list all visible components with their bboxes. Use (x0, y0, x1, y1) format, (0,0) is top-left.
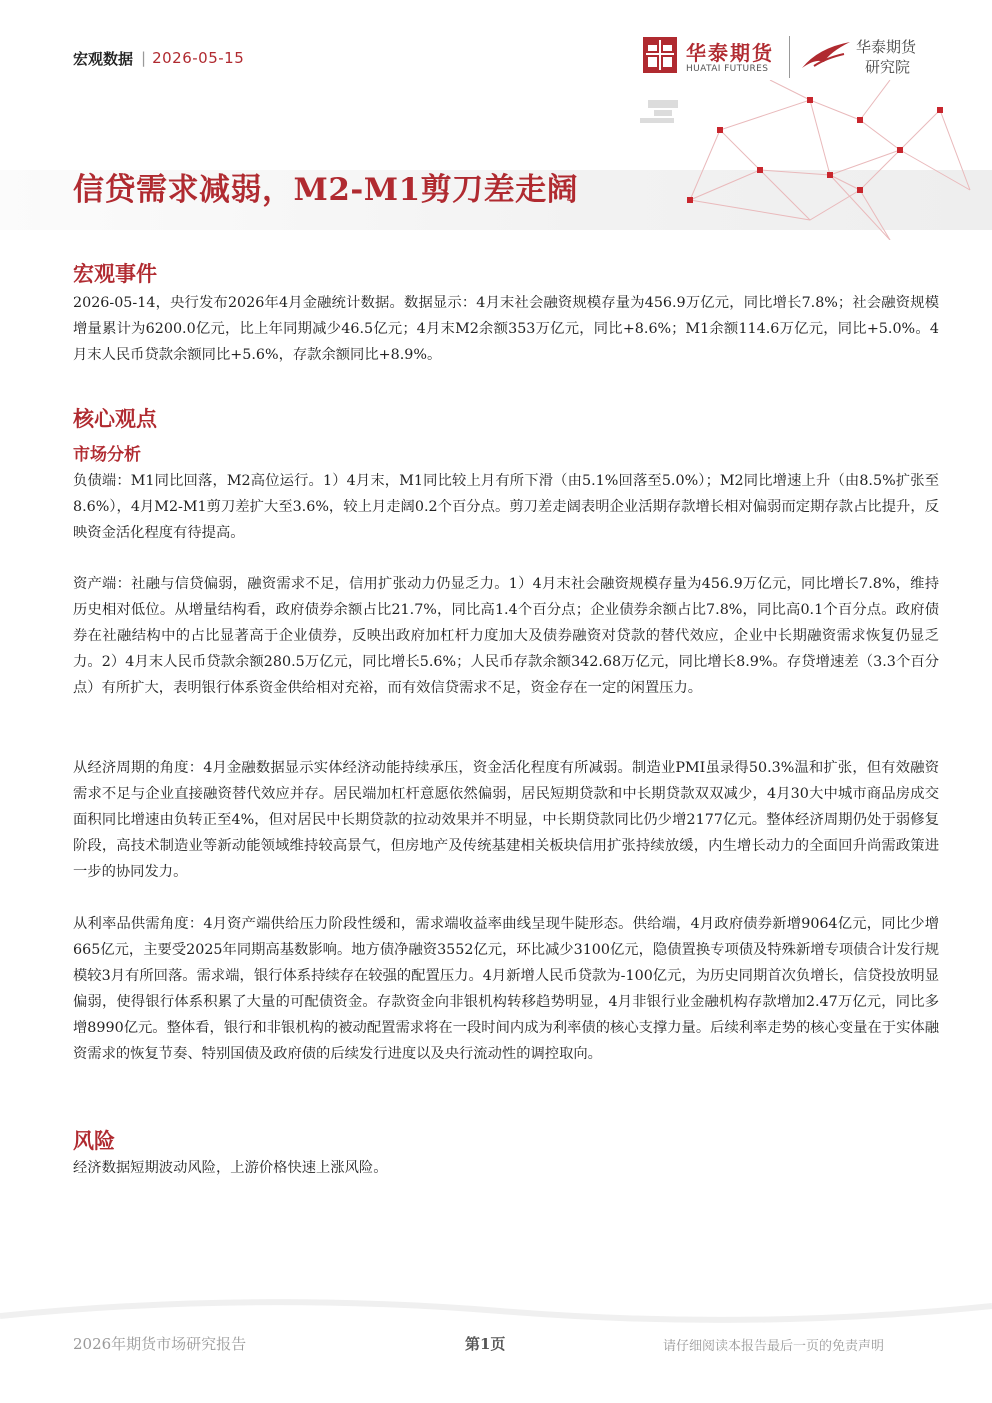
paragraph-liability-side: 负债端：M1同比回落，M2高位运行。1）4月末，M1同比较上月有所下滑（由5.1%回落至5.0%）；M2同比增速上升（由8.5%扩张至8.6%），4月M2-M1剪刀差扩大至3.6%，较上月走阔0.2个百分点。剪刀差走阔表明企业活期存款增长相对偏弱而定期存款占比提升，反映资金活化程度有待提高。 (73, 473, 939, 541)
page-number: 第1页 (465, 1335, 506, 1353)
macro-event-text: 2026-05-14，央行发布2026年4月金融统计数据。数据显示：4月末社会融资规模存量为456.9万亿元，同比增长7.8%；社会融资规模增量累计为6200.0亿元，比上年同期减少46.5亿元；4月末M2余额353万亿元，同比+8.6%；M1余额114.6万亿元，同比+5.0%。4月末人民币贷款余额同比+5.6%，存款余额同比+8.9%。 (73, 295, 939, 363)
section-heading-risk: 风险 (73, 1129, 115, 1153)
risk-text: 经济数据短期波动风险，上游价格快速上涨风险。 (73, 1160, 388, 1176)
company-logo (643, 34, 933, 80)
huatai-logo-icon (643, 37, 677, 73)
header-bar (73, 46, 244, 70)
footer-disclaimer-note: 请仔细阅读本报告最后一页的免责声明 (663, 1339, 885, 1354)
footer-wave-decoration (0, 1286, 992, 1326)
logo-divider (789, 36, 790, 78)
footer-report-name: 2026年期货市场研究报告 (73, 1335, 247, 1353)
header-separator: | (141, 49, 147, 67)
section-heading-core-view: 核心观点 (73, 407, 157, 431)
logo-text-cn: 华泰期货 (686, 41, 774, 65)
report-date: 2026-05-15 (152, 49, 245, 67)
paragraph-asset-side: 资产端：社融与信贷偏弱，融资需求不足，信用扩张动力仍显乏力。1）4月末社会融资规模存量为456.9万亿元，同比增长7.8%，维持历史相对低位。从增量结构看，政府债券余额占比21.7%，同比高1.4个百分点；企业债券余额占比7.8%，同比高0.1个百分点。政府债券在社融结构中的占比显著高于企业债券，反映出政府加杠杆力度加大及债券融资对贷款的替代效应，企业中长期融资需求恢复仍显乏力。2）4月末人民币贷款余额280.5万亿元，同比增长5.6%；人民币存款余额342.68万亿元，同比增长8.9%。存贷增速差（3.3个百分点）有所扩大，表明银行体系资金供给相对充裕，而有效信贷需求不足，资金存在一定的闲置压力。 (73, 576, 939, 696)
report-category: 宏观数据 (73, 49, 134, 68)
network-sphere-graphic (560, 80, 992, 240)
page-title: 信贷需求减弱，M2-M1剪刀差走阔 (73, 172, 579, 208)
paragraph-rate-supply-demand: 从利率品供需角度：4月资产端供给压力阶段性缓和，需求端收益率曲线呈现牛陡形态。供给端，4月政府债券新增9064亿元，同比少增665亿元，主要受2025年同期高基数影响。地方债净融资3552亿元，环比减少3100亿元，隐债置换专项债及特殊新增专项债合计发行规模较3月有所回落。需求端，银行体系持续存在较强的配置压力。4月新增人民币贷款为-100亿元，为历史同期首次负增长，信贷投放明显偏弱，使得银行体系积累了大量的可配债资金。存款资金向非银机构转移趋势明显，4月非银行业金融机构存款增加2.47万亿元，同比多增8990亿元。整体看，银行和非银机构的被动配置需求将在一段时间内成为利率债的核心支撑力量。后续利率走势的核心变量在于实体融资需求的恢复节奏、特别国债及政府债的后续发行进度以及央行流动性的调控取向。 (73, 916, 939, 1062)
section-heading-macro-event: 宏观事件 (73, 262, 157, 286)
paragraph-economic-cycle: 从经济周期的角度：4月金融数据显示实体经济动能持续承压，资金活化程度有所减弱。制造业PMI虽录得50.3%温和扩张，但有效融资需求不足与企业直接融资替代效应并存。居民端加杠杆意愿依然偏弱，居民短期贷款和中长期贷款双双减少，4月30大中城市商品房成交面积同比增速由负转正至4%，但对居民中长期贷款的拉动效果并不明显，中长期贷款同比仍少增2177亿元。整体经济周期仍处于弱修复阶段，高技术制造业等新动能领域维持较高景气，但房地产及传统基建相关板块信用扩张持续放缓，内生增长动力的全面回升尚需政策进一步的协同发力。 (73, 760, 939, 880)
institute-name-line1: 华泰期货 (856, 38, 917, 56)
subheading-market-analysis: 市场分析 (73, 445, 141, 465)
logo-text-en: HUATAI FUTURES (686, 64, 769, 74)
institute-wing-icon (800, 40, 852, 70)
institute-name-line2: 研究院 (865, 58, 911, 76)
